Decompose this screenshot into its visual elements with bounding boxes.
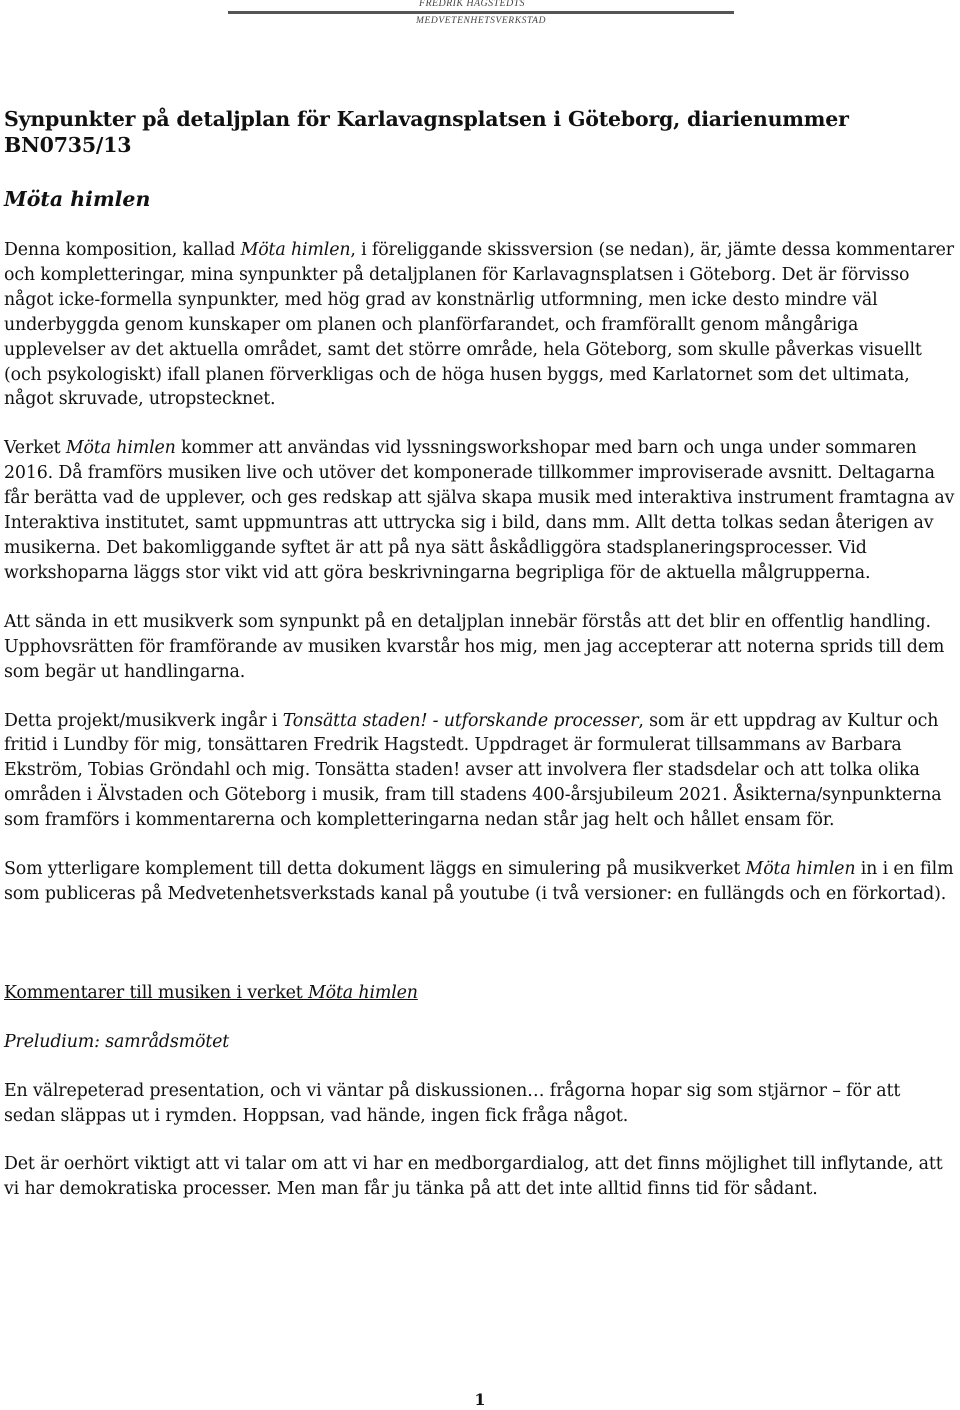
letterhead — [228, 0, 734, 40]
text-run: Som ytterligare komplement till detta dokument läggs en simulering på musikverket — [4, 859, 746, 880]
paragraph-preludium-2: Det är oerhört viktigt att vi talar om att vi har en medborgardialog, att det finns möjlighet till inflytande, att vi har demokratiska processer. Men man får ju tänka på att det inte alltid finns tid för sådant. — [4, 1154, 943, 1200]
text-run: , i föreliggande skissversion (se nedan), är, jämte dessa kommentarer och kompletteringar, mina synpunkter på detaljplanen för Karlavagnsplatsen i Göteborg. Det är förvisso något icke-formella synpunkter, med hög grad av konstnärlig utformning, men icke desto mindre väl underbyggda genom kunskaper om planen och planförfarandet, och framförallt genom mångåriga upplevelser av det aktuella området, samt det större område, hela Göteborg, som skulle påverkas visuellt (och psykologiskt) ifall planen förverkligas och de höga husen byggs, med Karlatornet som det ultimata, något skruvade, utropstecknet. — [4, 240, 954, 410]
letterhead-subtitle: MEDVETENHETSVERKSTAD — [416, 16, 547, 26]
work-title: Möta himlen — [745, 859, 856, 880]
paragraph-workshops — [4, 436, 956, 585]
text-run: Kommentarer till musiken i verket — [4, 982, 308, 1003]
paragraph-copyright: Att sända in ett musikverk som synpunkt på en detaljplan innebär förstås att det blir en offentlig handling. Upphovsrätten för framförande av musiken kvarstår hos mig, men jag accepterar att noterna sprids till dem som begär ut handlingarna. — [4, 611, 945, 682]
text-run: kommer att användas vid lyssningsworkshopar med barn och unga under sommaren 2016. Då framförs musiken live och utöver det komponerade tillkommer improviserade avsnitt. Deltagarna får berätta vad de upplever, och ges redskap att själva skapa musik med interaktiva instrument framtagna av Interaktiva institutet, samt uppmuntras att uttrycka sig i bild, dans mm. Allt detta tolkas sedan återigen av musikerna. Det bakomliggande syftet är att på nya sätt åskådliggöra stadsplaneringsprocesser. Vid workshoparna läggs stor vikt vid att göra beskrivningarna begripliga för de aktuella målgrupperna. — [4, 438, 955, 583]
document-subtitle: Möta himlen — [4, 187, 151, 211]
text-run: Detta projekt/musikverk ingår i — [4, 710, 283, 731]
paragraph-preludium-1: En välrepeterad presentation, och vi väntar på diskussionen… frågorna hopar sig som stjärnor – för att sedan släppas ut i rymden. Hoppsan, vad hände, ingen fick fråga något. — [4, 1080, 901, 1126]
paragraph-film — [4, 857, 956, 907]
letterhead-name: FREDRIK HAGSTEDTS — [416, 0, 528, 9]
work-title: Möta himlen — [65, 438, 176, 459]
document-title: Synpunkter på detaljplan för Karlavagnsplatsen i Göteborg, diarienummer BN0735/13 — [4, 107, 849, 157]
letterhead-rule — [228, 11, 734, 14]
work-title: Möta himlen — [307, 982, 418, 1003]
page-number: 1 — [474, 1390, 486, 1409]
document-body — [4, 106, 956, 1202]
section-heading — [4, 981, 956, 1006]
work-title: Möta himlen — [240, 240, 351, 260]
subheading-text: Preludium: samrådsmötet — [4, 1031, 230, 1052]
text-run: Denna komposition, kallad — [4, 240, 241, 260]
text-run: Verket — [4, 438, 66, 459]
section-subheading — [4, 1030, 956, 1055]
paragraph-project — [4, 709, 956, 834]
project-title: Tonsätta staden! - utforskande processer — [282, 710, 639, 731]
text-run: , som är ett uppdrag av Kultur och fritid i Lundby för mig, tonsättaren Fredrik Hagstedt. Uppdraget är formulerat tillsammans av Barbara Ekström, Tobias Gröndahl och mig. Tonsätta staden! avser att involvera fler stadsdelar och att tolka olika områden i Älvstaden och Göteborg i musik, fram till stadens 400-årsjubileum 2021. Åsikterna/synpunkterna som framförs i kommentarerna och kompletteringarna nedan står jag helt och hållet ensam för. — [4, 710, 942, 831]
text-run: in i en film som publiceras på Medvetenhetsverkstads kanal på youtube (i två versioner: en fullängds och en förkortad). — [4, 859, 954, 904]
paragraph-intro — [4, 238, 956, 412]
